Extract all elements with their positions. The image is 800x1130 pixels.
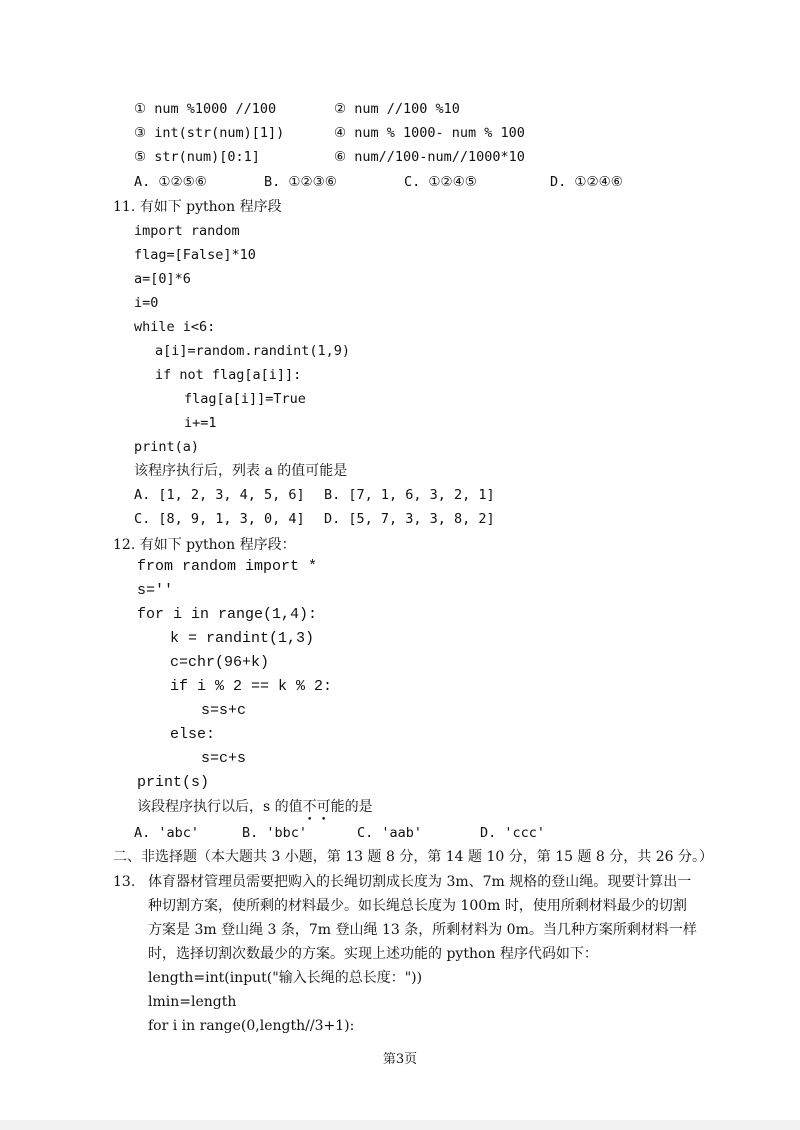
opt-6: ⑥ num//100-num//1000*10 (334, 149, 525, 165)
opt-4: ④ num % 1000- num % 100 (334, 125, 525, 141)
opt-1: ① num %1000 //100 (134, 101, 277, 117)
q13-text: 时，选择切割次数最少的方案。实现上述功能的 python 程序代码如下： (148, 946, 598, 962)
q11-code-line: flag=[False]*10 (134, 247, 256, 263)
q11-choice-b: B. [7, 1, 6, 3, 2, 1] (324, 487, 495, 503)
q11-code-line: i=0 (134, 295, 159, 311)
q11-prompt: 该程序执行后，列表 a 的值可能是 (134, 463, 348, 479)
q12-code-line: s='' (137, 582, 174, 599)
q12-choice-b: B. 'bbc' (242, 825, 308, 841)
q11-code-line: print(a) (134, 439, 200, 455)
q12-code-line: s=s+c (201, 702, 247, 719)
q12-code-line: for i in range(1,4): (137, 606, 318, 623)
q11-code-line: while i<6: (134, 319, 216, 335)
q11-choice-a: A. [1, 2, 3, 4, 5, 6] (134, 487, 305, 503)
q12-code-line: from random import * (137, 558, 318, 575)
q11-choice-d: D. [5, 7, 3, 3, 8, 2] (324, 511, 495, 527)
emphasis-char: 不 (302, 799, 317, 815)
q12-choice-a: A. 'abc' (134, 825, 200, 841)
q12-code-line: else: (170, 726, 216, 743)
opt-3: ③ int(str(num)[1]) (134, 125, 285, 141)
emphasis-char: 可 (316, 799, 331, 815)
q13-text: 体育器材管理员需要把购入的长绳切割成长度为 3m、7m 规格的登山绳。现要计算出一 (148, 874, 692, 890)
q11-code-line: if not flag[a[i]]: (155, 367, 302, 383)
q10-choice-b: B. ①②③⑥ (264, 174, 337, 190)
q10-choice-a: A. ①②⑤⑥ (134, 174, 207, 190)
section-heading: 二、非选择题（本大题共 3 小题，第 13 题 8 分，第 14 题 10 分，第 15 题 8 分，共 26 分。） (113, 849, 713, 865)
opt-5: ⑤ str(num)[0:1] (134, 149, 260, 165)
q11-code-line: a[i]=random.randint(1,9) (155, 343, 351, 359)
q12-code-line: s=c+s (201, 750, 247, 767)
q12-heading: 12. 有如下 python 程序段： (113, 537, 296, 553)
q12-choice-d: D. 'ccc' (480, 825, 546, 841)
q13-code-line: lmin=length (148, 994, 237, 1010)
q12-code-line: print(s) (137, 774, 210, 791)
q11-code-line: flag[a[i]]=True (184, 391, 306, 407)
q10-choice-d: D. ①②④⑥ (550, 174, 623, 190)
q11-code-line: import random (134, 223, 240, 239)
q13-code-line: length=int(input("输入长绳的总长度：")) (148, 970, 423, 986)
q12-code-line: k = randint(1,3) (170, 630, 315, 647)
q12-code-line: if i % 2 == k % 2: (170, 678, 333, 695)
scan-edge (0, 1120, 800, 1130)
q13-code-line: for i in range(0,length//3+1): (148, 1018, 355, 1034)
page-number: 第3页 (382, 1052, 418, 1067)
q12-prompt: 该段程序执行以后，s 的值不可能的是 (137, 799, 373, 815)
opt-2: ② num //100 %10 (334, 101, 460, 117)
q11-choice-c: C. [8, 9, 1, 3, 0, 4] (134, 511, 305, 527)
q13-text: 种切割方案，使所剩的材料最少。如长绳总长度为 100m 时，使用所剩材料最少的切割 (148, 898, 687, 914)
q12-code-line: c=chr(96+k) (170, 654, 270, 671)
q13-number: 13. (113, 874, 136, 890)
q13-text: 方案是 3m 登山绳 3 条，7m 登山绳 13 条，所剩材料为 0m。当几种方案所剩材料一样 (148, 922, 697, 938)
q11-code-line: a=[0]*6 (134, 271, 191, 287)
q11-code-line: i+=1 (184, 415, 217, 431)
q12-choice-c: C. 'aab' (357, 825, 423, 841)
q10-choice-c: C. ①②④⑤ (404, 174, 477, 190)
q11-heading: 11. 有如下 python 程序段 (113, 199, 282, 215)
